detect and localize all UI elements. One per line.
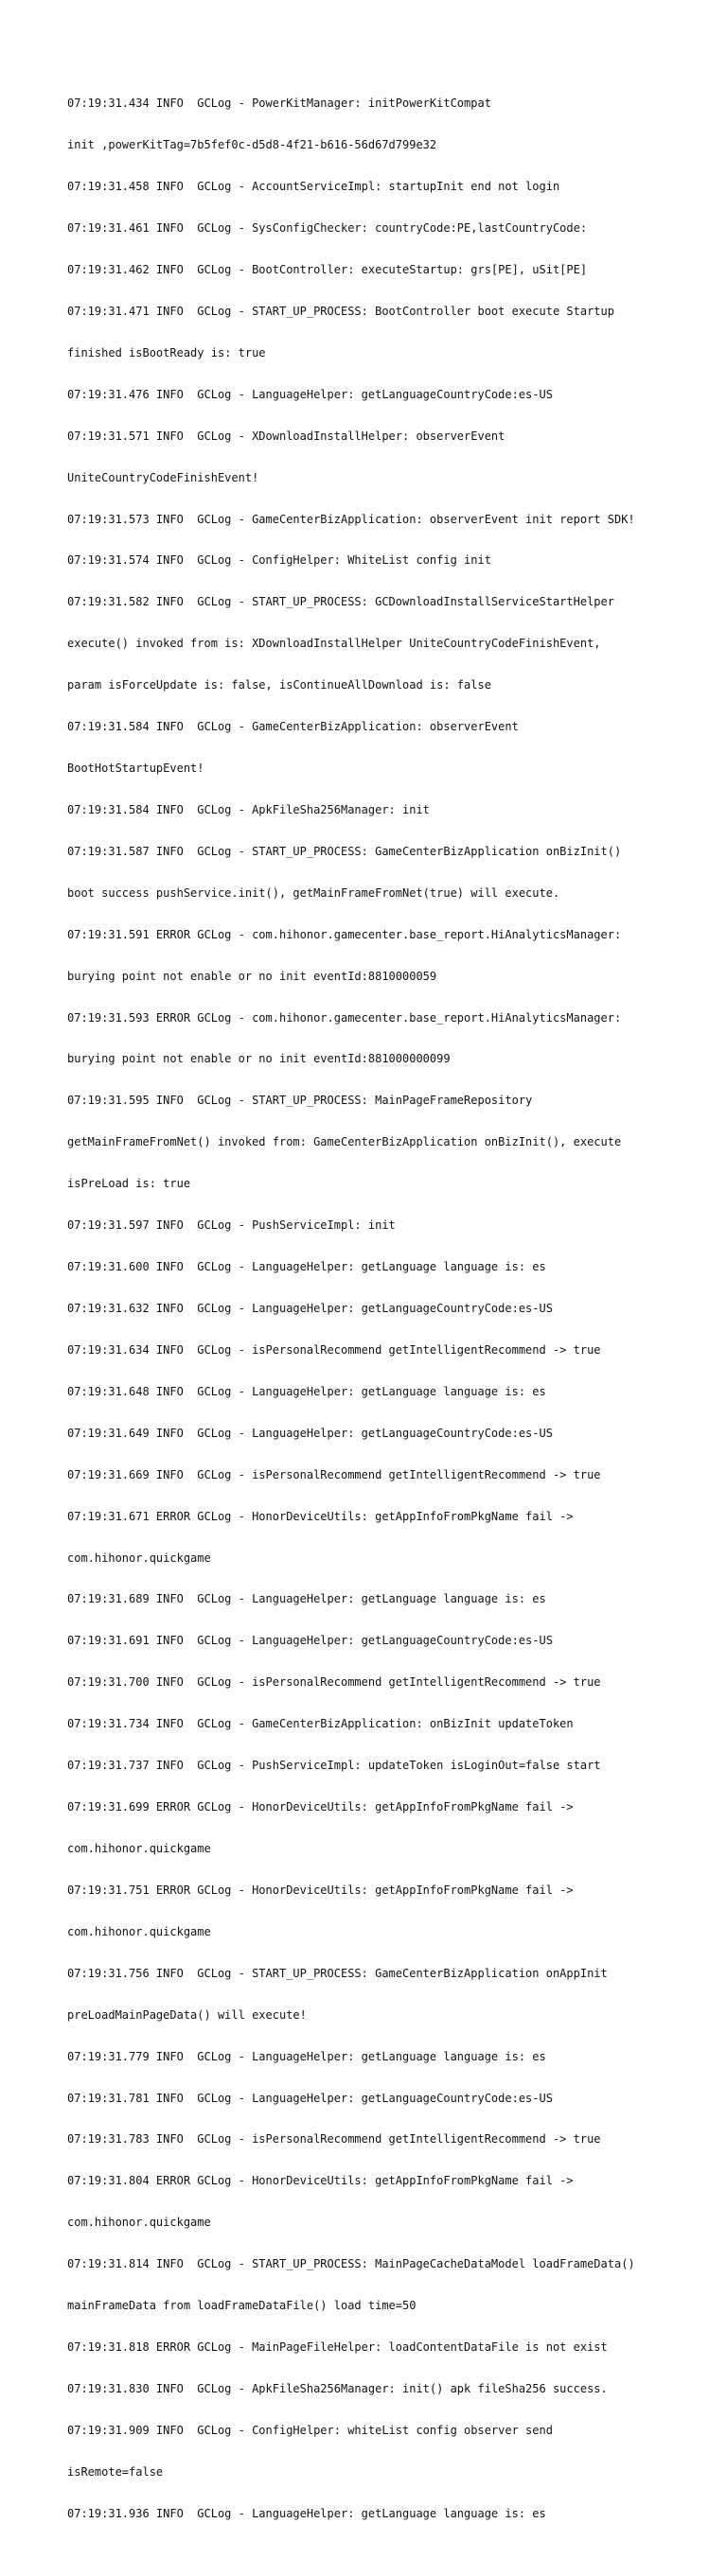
log-line: getMainFrameFromNet() invoked from: GameCenterBizApplication onBizInit(), execute [67,1135,622,1149]
log-line: com.hihonor.quickgame [67,1842,211,1855]
log-line: 07:19:31.476 INFO GCLog - LanguageHelper: getLanguageCountryCode:es-US [67,387,553,401]
log-line: 07:19:31.591 ERROR GCLog - com.hihonor.gamecenter.base_report.HiAnalyticsManager: [67,927,622,941]
log-line: 07:19:31.734 INFO GCLog - GameCenterBizApplication: onBizInit updateToken [67,1717,574,1731]
log-line: init ,powerKitTag=7b5fef0c-d5d8-4f21-b616-56d67d799e32 [67,138,437,152]
log-line: 07:19:31.804 ERROR GCLog - HonorDeviceUtils: getAppInfoFromPkgName fail -> [67,2174,574,2188]
log-line: 07:19:31.582 INFO GCLog - START_UP_PROCESS: GCDownloadInstallServiceStartHelper [67,595,614,609]
log-line: 07:19:31.689 INFO GCLog - LanguageHelper: getLanguage language is: es [67,1592,546,1606]
log-line: mainFrameData from loadFrameDataFile() load time=50 [67,2299,417,2313]
log-line: 07:19:31.461 INFO GCLog - SysConfigChecker: countryCode:PE,lastCountryCode: [67,221,588,236]
log-line: 07:19:31.434 INFO GCLog - PowerKitManager: initPowerKitCompat [67,96,491,111]
log-line: 07:19:31.600 INFO GCLog - LanguageHelper: getLanguage language is: es [67,1260,546,1274]
log-line: 07:19:31.936 INFO GCLog - LanguageHelper: getLanguage language is: es [67,2506,546,2520]
log-line: 07:19:31.700 INFO GCLog - isPersonalRecommend getIntelligentRecommend -> true [67,1675,601,1690]
log-line: finished isBootReady is: true [67,345,266,359]
log-line: 07:19:31.830 INFO GCLog - ApkFileSha256Manager: init() apk fileSha256 success. [67,2381,608,2395]
log-line: 07:19:31.593 ERROR GCLog - com.hihonor.gamecenter.base_report.HiAnalyticsManager: [67,1010,622,1025]
log-line: isRemote=false [67,2464,164,2479]
log-line: param isForceUpdate is: false, isContinueAllDownload is: false [67,678,491,692]
log-line: com.hihonor.quickgame [67,1924,211,1938]
log-line: 07:19:31.458 INFO GCLog - AccountServiceImpl: startupInit end not login [67,180,560,194]
log-line: 07:19:31.632 INFO GCLog - LanguageHelper: getLanguageCountryCode:es-US [67,1302,553,1316]
log-line: preLoadMainPageData() will execute! [67,2007,307,2022]
log-line: 07:19:31.587 INFO GCLog - START_UP_PROCESS: GameCenterBizApplication onBizInit() [67,844,622,858]
log-line: 07:19:31.814 INFO GCLog - START_UP_PROCESS: MainPageCacheDataModel loadFrameData() [67,2257,635,2271]
log-line: 07:19:31.649 INFO GCLog - LanguageHelper: getLanguageCountryCode:es-US [67,1426,553,1440]
log-line: isPreLoad is: true [67,1177,191,1191]
log-line: 07:19:31.648 INFO GCLog - LanguageHelper: getLanguage language is: es [67,1384,546,1398]
log-line: 07:19:31.909 INFO GCLog - ConfigHelper: whiteList config observer send [67,2423,553,2437]
log-line: 07:19:31.574 INFO GCLog - ConfigHelper: WhiteList config init [67,553,491,568]
log-line: 07:19:31.462 INFO GCLog - BootController: executeStartup: grs[PE], uSit[PE] [67,262,588,276]
log-line: 07:19:31.571 INFO GCLog - XDownloadInstallHelper: observerEvent [67,429,505,443]
log-line: 07:19:31.691 INFO GCLog - LanguageHelper: getLanguageCountryCode:es-US [67,1634,553,1648]
log-line: UniteCountryCodeFinishEvent! [67,470,259,484]
log-line: 07:19:31.597 INFO GCLog - PushServiceImpl: init [67,1218,396,1233]
log-line: 07:19:31.584 INFO GCLog - ApkFileSha256Manager: init [67,802,430,816]
log-line: burying point not enable or no init eventId:8810000059 [67,969,437,983]
log-line: 07:19:31.595 INFO GCLog - START_UP_PROCESS: MainPageFrameRepository [67,1094,533,1108]
log-line: burying point not enable or no init eventId:881000000099 [67,1052,451,1066]
log-line: 07:19:31.471 INFO GCLog - START_UP_PROCESS: BootController boot execute Startup [67,304,614,318]
log-line: 07:19:31.783 INFO GCLog - isPersonalRecommend getIntelligentRecommend -> true [67,2132,601,2147]
log-line: com.hihonor.quickgame [67,2216,211,2230]
log-line: 07:19:31.779 INFO GCLog - LanguageHelper: getLanguage language is: es [67,2049,546,2063]
log-line: 07:19:31.584 INFO GCLog - GameCenterBizApplication: observerEvent [67,720,519,734]
log-line: 07:19:31.669 INFO GCLog - isPersonalRecommend getIntelligentRecommend -> true [67,1467,601,1481]
log-line: 07:19:31.634 INFO GCLog - isPersonalRecommend getIntelligentRecommend -> true [67,1342,601,1357]
log-line: 07:19:31.818 ERROR GCLog - MainPageFileHelper: loadContentDataFile is not exist [67,2340,608,2355]
log-line: 07:19:31.756 INFO GCLog - START_UP_PROCESS: GameCenterBizApplication onAppInit [67,1966,608,1980]
log-line: BootHotStartupEvent! [67,762,204,776]
log-line: com.hihonor.quickgame [67,1551,211,1565]
log-line: 07:19:31.737 INFO GCLog - PushServiceImpl: updateToken isLoginOut=false start [67,1759,601,1773]
log-line: 07:19:31.781 INFO GCLog - LanguageHelper: getLanguageCountryCode:es-US [67,2091,553,2105]
log-line: execute() invoked from is: XDownloadInstallHelper UniteCountryCodeFinishEvent, [67,637,601,651]
log-line: boot success pushService.init(), getMainFrameFromNet(true) will execute. [67,885,560,900]
log-text-block [67,69,711,2576]
log-line: 07:19:31.573 INFO GCLog - GameCenterBizApplication: observerEvent init report SDK! [67,512,635,526]
log-line: 07:19:31.671 ERROR GCLog - HonorDeviceUtils: getAppInfoFromPkgName fail -> [67,1509,574,1523]
log-line: 07:19:31.751 ERROR GCLog - HonorDeviceUtils: getAppInfoFromPkgName fail -> [67,1883,574,1897]
log-line: 07:19:31.699 ERROR GCLog - HonorDeviceUtils: getAppInfoFromPkgName fail -> [67,1800,574,1814]
